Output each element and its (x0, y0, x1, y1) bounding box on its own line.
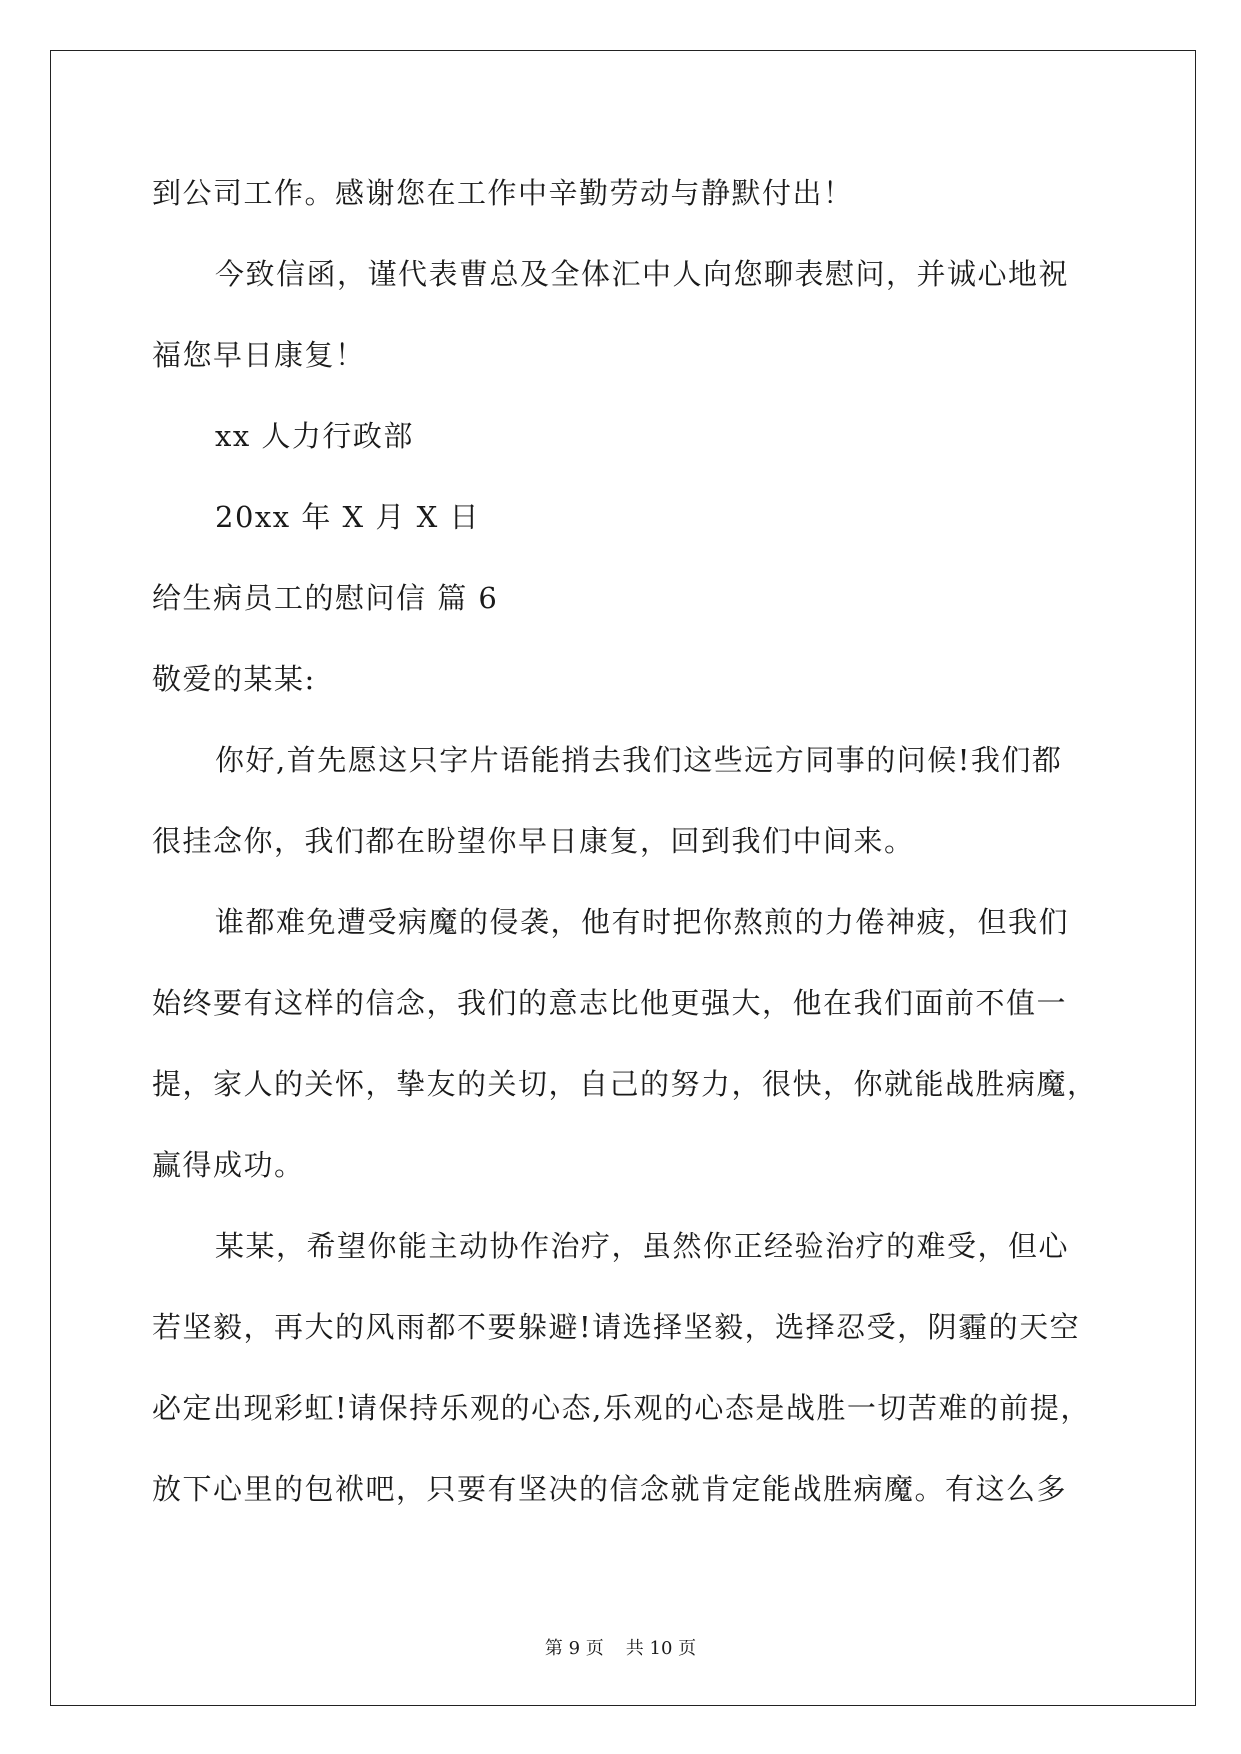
paragraph-greeting-line-1: 今致信函，谨代表曹总及全体汇中人向您聊表慰问，并诚心地祝 (215, 257, 1070, 291)
page-total: 共 10 页 (625, 1638, 697, 1659)
paragraph-2-line-2: 始终要有这样的信念，我们的意志比他更强大，他在我们面前不值一 (152, 986, 1068, 1020)
signature-date: 20xx 年 X 月 X 日 (215, 500, 480, 534)
page-border (50, 50, 1196, 1706)
paragraph-continuation: 到公司工作。感谢您在工作中辛勤劳动与静默付出！ (152, 176, 854, 210)
paragraph-greeting-line-2: 福您早日康复！ (152, 338, 366, 372)
page-number: 第 9 页 (544, 1638, 604, 1659)
paragraph-2-line-1: 谁都难免遭受病魔的侵袭，他有时把你熬煎的力倦神疲，但我们 (215, 905, 1070, 939)
paragraph-3-line-4: 放下心里的包袱吧，只要有坚决的信念就肯定能战胜病魔。有这么多 (152, 1472, 1068, 1506)
paragraph-3-line-2: 若坚毅，再大的风雨都不要躲避!请选择坚毅，选择忍受，阴霾的天空 (152, 1310, 1081, 1344)
paragraph-3-line-3: 必定出现彩虹!请保持乐观的心态,乐观的心态是战胜一切苦难的前提， (152, 1391, 1091, 1425)
salutation: 敬爱的某某: (152, 662, 316, 696)
signature-department: xx 人力行政部 (215, 419, 414, 453)
paragraph-1-line-1: 你好,首先愿这只字片语能捎去我们这些远方同事的问候!我们都 (215, 743, 1063, 777)
page-footer (0, 1637, 1241, 1661)
paragraph-1-line-2: 很挂念你，我们都在盼望你早日康复，回到我们中间来。 (152, 824, 915, 858)
paragraph-3-line-1: 某某，希望你能主动协作治疗，虽然你正经验治疗的难受，但心 (215, 1229, 1070, 1263)
paragraph-2-line-4: 赢得成功。 (152, 1148, 305, 1182)
section-title: 给生病员工的慰问信 篇 6 (152, 581, 499, 615)
paragraph-2-line-3: 提，家人的关怀，挚友的关切，自己的努力，很快，你就能战胜病魔， (152, 1067, 1098, 1101)
